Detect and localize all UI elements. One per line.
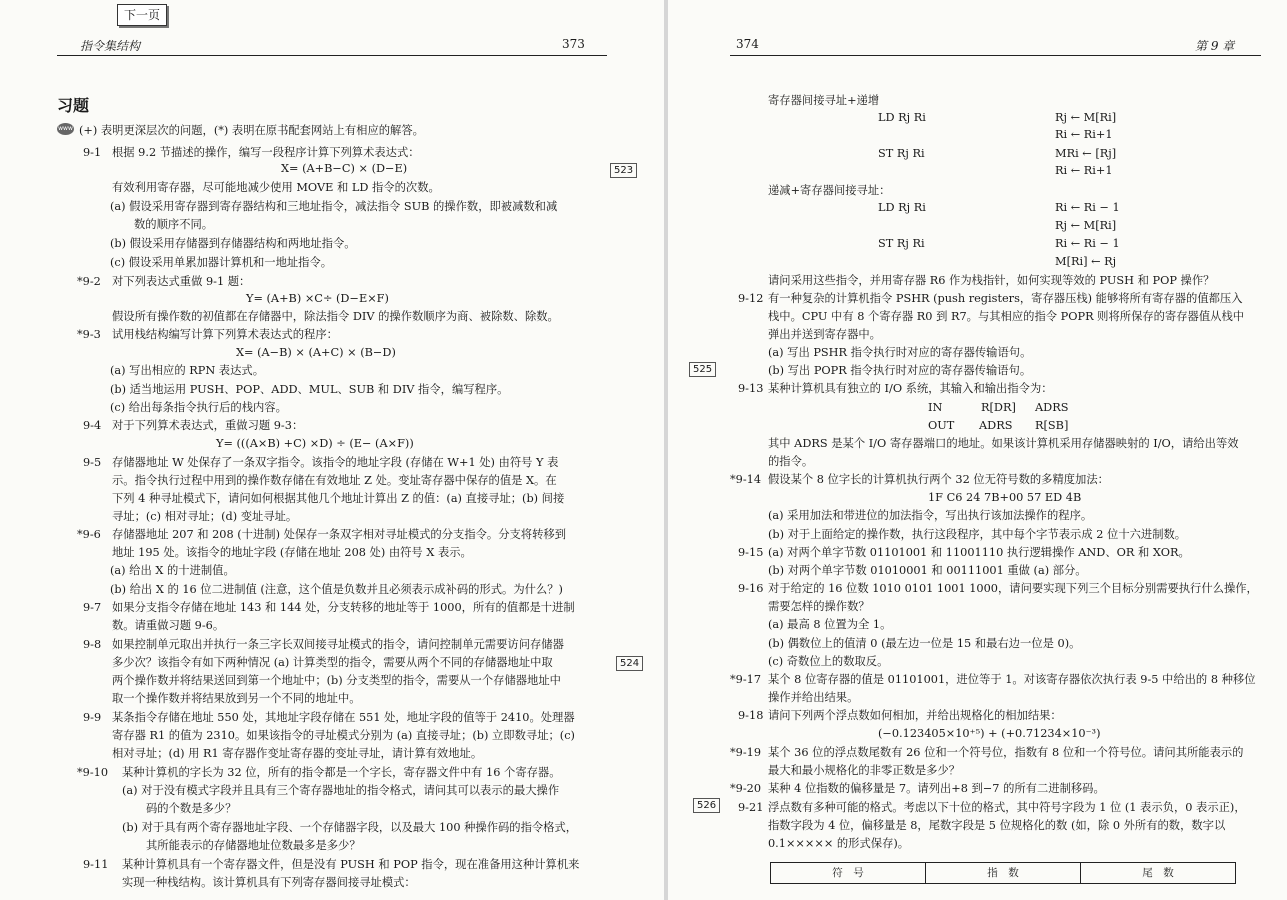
left-page-text-line: *9-6 xyxy=(77,528,101,541)
left-page-text-line: 存储器地址 207 和 208 (十进制) 处保存一条双字相对寻址模式的分支指令。分支将转移到 xyxy=(112,528,566,541)
left-page-text-line: 如果控制单元取出并执行一条三字长双间接寻址模式的指令，请问控制单元需要访问存储器 xyxy=(112,638,564,651)
left-page-text-line: X= (A+B−C) × (D−E) xyxy=(281,162,408,175)
left-page-text-line: 两个操作数并将结果送回到第一个地址中；(b) 分支类型的指令，需要从一个存储器地址中 xyxy=(112,674,561,687)
left-page-text-line: (a) 写出相应的 RPN 表达式。 xyxy=(110,364,264,377)
left-page-text-line: 地址 195 处。该指令的地址字段 (存储在地址 208 处) 由符号 X 表示。 xyxy=(112,546,472,559)
left-page-text-line: (b) 适当地运用 PUSH、POP、ADD、MUL、SUB 和 DIV 指令，编写程序。 xyxy=(110,383,509,396)
right-page-text-line: *9-19 xyxy=(730,746,762,759)
right-page-number: 374 xyxy=(736,37,759,51)
left-page-text-line: 某种计算机具有一个寄存器文件，但是没有 PUSH 和 POP 指令，现在准备用这种计算机来 xyxy=(122,858,580,871)
left-page-text-line: 试用栈结构编写计算下列算术表达式的程序： xyxy=(112,328,338,341)
right-page-text-line: 某种计算机具有独立的 I/O 系统，其输入和输出指令为： xyxy=(768,382,1053,395)
left-page-text-line: 如果分支指令存储在地址 143 和 144 处，分支转移的地址等于 1000，所有的值都是十进制 xyxy=(112,601,575,614)
left-page-text-line: 假设所有操作数的初值都在存储器中，除法指令 DIV 的操作数顺序为商、被除数、除数。 xyxy=(112,310,559,323)
right-page-text-line: *9-20 xyxy=(730,782,762,795)
left-page-text-line: (a) 假设采用寄存器到寄存器结构和三地址指令，减法指令 SUB 的操作数，即被减数和减 xyxy=(110,200,558,213)
left-page-number: 373 xyxy=(562,37,585,51)
left-page-text-line: 某条指令存储在地址 550 处，其地址字段存储在 551 处，地址字段的值等于 2410。处理器 xyxy=(112,711,575,724)
right-page-text-line: 最大和最小规格化的非零正数是多少？ xyxy=(768,764,961,777)
right-page-text-line: (−0.123405×10⁺⁵) + (+0.71234×10⁻³) xyxy=(878,727,1101,740)
format-cell-mantissa: 尾 数 xyxy=(1142,867,1174,879)
format-cell-exponent: 指 数 xyxy=(926,863,1081,883)
left-page-text-line: (b) 给出 X 的 16 位二进制值 (注意，这个值是负数并且必须表示成补码的形式。为什么？) xyxy=(110,583,563,596)
right-page-text-line: OUT xyxy=(928,419,955,432)
right-page-text-line: (b) 对于上面给定的操作数，执行这段程序，其中每个字节表示成 2 位十六进制数。 xyxy=(768,528,1187,541)
left-header-rule xyxy=(57,55,607,56)
right-page-text-line: *9-14 xyxy=(730,473,762,486)
left-page-text-line: 有效利用寄存器，尽可能地减少使用 MOVE 和 LD 指令的次数。 xyxy=(112,181,440,194)
right-page-text-line: ST Rj Ri xyxy=(878,237,925,250)
right-page-text-line: 有一种复杂的计算机指令 PSHR (push registers，寄存器压栈) 能够将所有寄存器的值都压入 xyxy=(768,292,1243,305)
left-page-text-line: 9-11 xyxy=(83,858,109,871)
right-page-text-line: Rj ← M[Ri] xyxy=(1055,111,1117,124)
right-page-text-line: 请问采用这些指令，并用寄存器 R6 作为栈指针，如何实现等效的 PUSH 和 POP 操作？ xyxy=(768,274,1215,287)
right-page-text-line: 9-12 xyxy=(738,292,764,305)
right-page-text-line: 假设某个 8 位字长的计算机执行两个 32 位无符号数的多精度加法： xyxy=(768,473,1109,486)
right-page-text-line: 操作并给出结果。 xyxy=(768,691,859,704)
left-page-text-line: 某种计算机的字长为 32 位，所有的指令都是一个字长，寄存器文件中有 16 个寄存器。 xyxy=(122,766,561,779)
section-title: 习题 xyxy=(57,96,90,115)
right-page-text-line: 请问下列两个浮点数如何相加，并给出规格化的相加结果： xyxy=(768,709,1062,722)
right-page-text-line: Ri ← Ri+1 xyxy=(1055,164,1113,177)
left-page-text-line: (a) 对于没有模式字段并且具有三个寄存器地址的指令格式，请问其可以表示的最大操作 xyxy=(122,784,560,797)
left-page-text-line: Y= (A+B) ×C÷ (D−E×F) xyxy=(246,292,389,305)
left-page-text-line: (a) 给出 X 的十进制值。 xyxy=(110,564,235,577)
right-header-title: 第 9 章 xyxy=(1195,39,1235,53)
left-page-text-line: 码的个数是多少？ xyxy=(146,802,237,815)
left-page-text-line: 存储器地址 W 处保存了一条双字指令。该指令的地址字段 (存储在 W+1 处) 由符号 Y 表 xyxy=(112,456,559,469)
right-page-text-line: (b) 对两个单字节数 01010001 和 00111001 重做 (a) 部分。 xyxy=(768,564,1087,577)
right-page-text-line: ST Rj Ri xyxy=(878,147,925,160)
left-page-text-line: (b) 对于具有两个寄存器地址字段、一个存储器字段，以及最大 100 种操作码的指令格式， xyxy=(122,821,578,834)
right-page-text-line: LD Rj Ri xyxy=(878,201,926,214)
left-page-text-line: 9-9 xyxy=(83,711,102,724)
right-page-text-line: 9-18 xyxy=(738,709,764,722)
right-page-text-line: Rj ← M[Ri] xyxy=(1055,219,1117,232)
left-page-text-line: 多少次？该指令有如下两种情况 (a) 计算类型的指令，需要从两个不同的存储器地址中取 xyxy=(112,656,553,669)
right-page-text-line: (a) 最高 8 位置为全 1。 xyxy=(768,618,892,631)
right-page-text-line: Ri ← Ri − 1 xyxy=(1055,237,1120,250)
left-page-text-line: 数的顺序不同。 xyxy=(134,218,214,231)
right-page-text-line: 对于给定的 16 位数 1010 0101 1001 1000，请问要实现下列三个目标分别需要执行什么操作， xyxy=(768,582,1258,595)
right-page-text-line: M[Ri] ← Rj xyxy=(1055,255,1117,268)
left-page-text-line: 其所能表示的存储器地址位数最多是多少？ xyxy=(146,839,361,852)
www-icon: www xyxy=(57,123,74,135)
format-cell-sign: 符 号 xyxy=(771,863,926,883)
left-page-text-line: 对下列表达式重做 9-1 题： xyxy=(112,275,251,288)
right-page-text-line: 栈中。CPU 中有 8 个寄存器 R0 到 R7。与其相应的指令 POPR 则将所保存的寄存器值从栈中 xyxy=(768,310,1245,323)
left-page-text-line: (c) 给出每条指令执行后的栈内容。 xyxy=(110,401,287,414)
left-page-text-line: Y= (((A×B) +C) ×D) ÷ (E− (A×F)) xyxy=(216,437,414,450)
right-page-text-line: Ri ← Ri+1 xyxy=(1055,128,1113,141)
left-page-text-line: 寄存器 R1 的值为 2310。如果该指令的寻址模式分别为 (a) 直接寻址；(b) 立即数寻址；(c) xyxy=(112,729,575,742)
right-page-text-line: MRi ← [Rj] xyxy=(1055,147,1117,160)
left-page-text-line: (b) 假设采用存储器到存储器结构和两地址指令。 xyxy=(110,237,356,250)
right-page-text-line: 0.1××××× 的形式保存)。 xyxy=(768,837,910,850)
left-page-text-line: *9-3 xyxy=(77,328,101,341)
right-page-text-line: (b) 写出 POPR 指令执行时对应的寄存器传输语句。 xyxy=(768,364,1032,377)
left-page-text-line: 取一个操作数并将结果放到另一个不同的地址中。 xyxy=(112,692,361,705)
right-page-text-line: 9-16 xyxy=(738,582,764,595)
right-page-text-line: ADRS xyxy=(979,419,1013,432)
right-page-text-line: IN xyxy=(928,401,943,414)
left-page-text-line: 寻址；(c) 相对寻址；(d) 变址寻址。 xyxy=(112,510,298,523)
right-page-text-line: (a) 写出 PSHR 指令执行时对应的寄存器传输语句。 xyxy=(768,346,1032,359)
right-page-text-line: 寄存器间接寻址+递增 xyxy=(768,94,880,107)
left-page-text-line: 实现一种栈结构。该计算机具有下列寄存器间接寻址模式： xyxy=(122,876,416,889)
right-page-text-line: *9-17 xyxy=(730,673,762,686)
right-page-text-line: 递减+寄存器间接寻址： xyxy=(768,184,891,197)
right-page-text-line: 需要怎样的操作数？ xyxy=(768,600,870,613)
right-page-text-line: (a) 采用加法和带进位的加法指令，写出执行该加法操作的程序。 xyxy=(768,509,1093,522)
next-page-button[interactable]: 下一页 xyxy=(117,4,167,26)
left-page-text-line: X= (A−B) × (A+C) × (B−D) xyxy=(236,346,396,359)
right-page-text-line: R[DR] xyxy=(981,401,1016,414)
left-page-text-line: 相对寻址；(d) 用 R1 寄存器作变址寄存器的变址寻址，请计算有效地址。 xyxy=(112,747,483,760)
right-page-text-line: (c) 奇数位上的数取反。 xyxy=(768,655,889,668)
left-page-text-line: 对于下列算术表达式，重做习题 9-3： xyxy=(112,419,304,432)
left-page-text-line: 下列 4 种寻址模式下，请问如何根据其他几个地址计算出 Z 的值：(a) 直接寻址；(b) 间接 xyxy=(112,492,565,505)
right-page-text-line: 某个 8 位寄存器的值是 01101001，进位等于 1。对该寄存器依次执行表 9-5 中给出的 8 种移位 xyxy=(768,673,1256,686)
right-page-text-line: 9-13 xyxy=(738,382,764,395)
left-page-text-line: 示。指令执行过程中用到的操作数存储在有效地址 Z 处。变址寄存器中保存的值是 X。在 xyxy=(112,474,557,487)
left-page-text-line: (+) 表明更深层次的问题，(*) 表明在原书配套网站上有相应的解答。 xyxy=(79,124,424,137)
right-page-text-line: 某个 36 位的浮点数尾数有 26 位和一个符号位，指数有 8 位和一个符号位。请问其所能表示的 xyxy=(768,746,1244,759)
right-page-text-line: (b) 偶数位上的值清 0 (最左边一位是 15 和最右边一位是 0)。 xyxy=(768,637,1081,650)
left-page-text-line: 9-8 xyxy=(83,638,102,651)
left-page-text-line: 9-1 xyxy=(83,146,102,159)
left-header-title: 指令集结构 xyxy=(80,39,141,53)
original-page-marker: 525 xyxy=(689,362,716,377)
right-page-text-line: 弹出并送到寄存器中。 xyxy=(768,328,881,341)
left-page-text-line: 9-4 xyxy=(83,419,102,432)
right-header-rule xyxy=(730,55,1261,56)
left-page-text-line: *9-10 xyxy=(77,766,109,779)
left-page-text-line: (c) 假设采用单累加器计算机和一地址指令。 xyxy=(110,256,333,269)
right-page-text-line: 的指令。 xyxy=(768,455,814,468)
right-page-text-line: (a) 对两个单字节数 01101001 和 11001110 执行逻辑操作 AND、OR 和 XOR。 xyxy=(768,546,1190,559)
right-page-text-line: 浮点数有多种可能的格式。考虑以下十位的格式，其中符号字段为 1 位 (1 表示负，0 表示正)， xyxy=(768,801,1246,814)
float-format-table xyxy=(770,862,1236,884)
right-page-text-line: 某种 4 位指数的偏移量是 7。请列出+8 到−7 的所有二进制移码。 xyxy=(768,782,1105,795)
right-page-text-line: R[SB] xyxy=(1035,419,1069,432)
left-page-text-line: *9-2 xyxy=(77,275,101,288)
right-page-text-line: 9-21 xyxy=(738,801,764,814)
left-page-text-line: 数。请重做习题 9-6。 xyxy=(112,619,225,632)
right-page-text-line: 其中 ADRS 是某个 I/O 寄存器端口的地址。如果该计算机采用存储器映射的 I/O，请给出等效 xyxy=(768,437,1239,450)
left-page-text-line: 9-5 xyxy=(83,456,102,469)
right-page-text-line: LD Rj Ri xyxy=(878,111,926,124)
right-page-text-line: 1F C6 24 7B+00 57 ED 4B xyxy=(928,491,1082,504)
right-page-text-line: ADRS xyxy=(1035,401,1069,414)
right-page-text-line: 指数字段为 4 位，偏移量是 8，尾数字段是 5 位规格化的数 (如，除 0 外所有的数，数字以 xyxy=(768,819,1226,832)
original-page-marker: 526 xyxy=(693,798,720,813)
right-page-text-line: Ri ← Ri − 1 xyxy=(1055,201,1120,214)
left-page-text-line: 根据 9.2 节描述的操作，编写一段程序计算下列算术表达式： xyxy=(112,146,420,159)
left-page-text-line: 9-7 xyxy=(83,601,102,614)
original-page-marker: 524 xyxy=(616,656,643,671)
original-page-marker: 523 xyxy=(610,163,637,178)
right-page-text-line: 9-15 xyxy=(738,546,764,559)
